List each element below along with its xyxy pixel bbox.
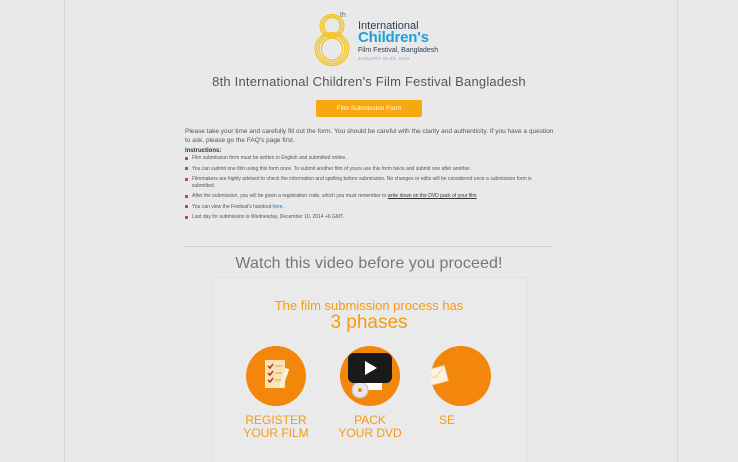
pack-label-line2: YOUR DVD bbox=[338, 426, 402, 440]
instruction-item bbox=[185, 193, 555, 200]
logo-line-dates: JANUARY 24-30, 2015 bbox=[358, 56, 410, 61]
video-caption-line2: 3 phases bbox=[330, 312, 408, 333]
instruction-text: Last day for submission is Wednesday, December 10, 2014 +6 GMT. bbox=[192, 214, 344, 220]
bullet-icon bbox=[185, 178, 188, 181]
page-frame-right bbox=[677, 0, 678, 462]
instruction-item bbox=[185, 155, 555, 162]
instruction-text: After the submission, you will be given a registration code, which you must remember to bbox=[192, 193, 388, 199]
bullet-icon bbox=[185, 216, 188, 219]
pack-label-line1: PACK bbox=[354, 413, 386, 427]
send-phase-circle bbox=[431, 346, 491, 406]
instruction-text: Film submission form must be written in English and submitted online. bbox=[192, 155, 347, 161]
send-label-line1: SE bbox=[438, 413, 455, 427]
register-label-line2: YOUR FILM bbox=[243, 426, 309, 440]
instruction-text: You can view the Festival's handout bbox=[192, 203, 273, 210]
register-phase-circle bbox=[246, 346, 306, 406]
instruction-item bbox=[185, 166, 555, 173]
page-frame-left bbox=[64, 0, 65, 462]
instructions-list bbox=[185, 155, 555, 225]
video-heading: Watch this video before you proceed! bbox=[235, 255, 503, 272]
page-title: 8th International Children's Film Festival Bangladesh bbox=[212, 74, 526, 89]
instruction-item bbox=[185, 214, 555, 221]
instruction-text: You can submit one film using this form once. To submit another film of yours use this form twice and submit one after another. bbox=[192, 165, 472, 172]
handout-link[interactable]: here bbox=[272, 203, 283, 210]
instruction-text: Filmmakers are highly advised to check the information and spelling before submission. No changes or edits will be considered once a submission form is submitted. bbox=[192, 176, 532, 189]
play-button-icon[interactable] bbox=[348, 353, 392, 383]
instruction-item bbox=[185, 176, 555, 189]
film-submission-form-button[interactable]: Film Submission Form bbox=[316, 100, 422, 117]
register-phase-label bbox=[236, 414, 316, 440]
logo-line-festival: Film Festival, Bangladesh bbox=[358, 47, 439, 54]
bullet-icon bbox=[185, 157, 188, 160]
instruction-text-end: . bbox=[282, 203, 284, 210]
envelope-icon bbox=[431, 346, 491, 406]
logo-line-international: International bbox=[358, 20, 419, 32]
instructions-heading: Instructions: bbox=[185, 148, 222, 154]
logo-superscript: th bbox=[340, 12, 346, 19]
section-divider bbox=[185, 246, 553, 247]
festival-logo[interactable] bbox=[306, 10, 466, 65]
pack-phase-label bbox=[330, 414, 410, 440]
bullet-icon bbox=[185, 205, 188, 208]
intro-paragraph: Please take your time and carefully fill out the form. You should be careful with the clarity and authenticity. If you have a question to ask, please go the FAQ's page first. bbox=[185, 128, 554, 144]
bullet-icon bbox=[185, 195, 188, 198]
dvd-note-underlined: write down on the DVD pack of your film bbox=[387, 193, 477, 199]
send-phase-label bbox=[427, 414, 467, 427]
register-label-line1: REGISTER bbox=[245, 413, 307, 427]
instruction-item bbox=[185, 204, 555, 211]
logo-eight-mark bbox=[306, 10, 364, 68]
bullet-icon bbox=[185, 167, 188, 170]
video-caption-line1: The film submission process has bbox=[274, 298, 464, 313]
video-player[interactable] bbox=[212, 278, 526, 462]
logo-line-childrens: Children's bbox=[358, 29, 429, 46]
checklist-form-icon bbox=[246, 346, 306, 406]
